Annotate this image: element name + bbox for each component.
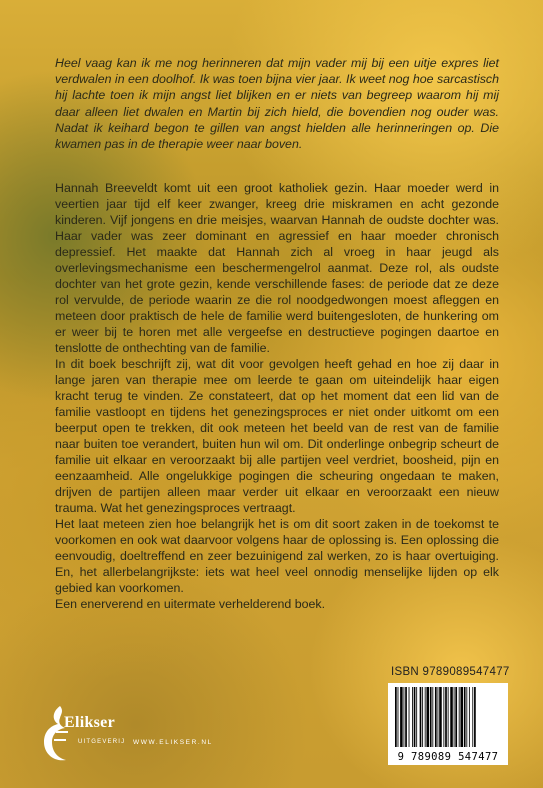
publisher-logo xyxy=(38,702,126,772)
blurb-paragraph-2: In dit boek beschrijft zij, wat dit voor gevolgen heeft gehad en hoe zij daar in lange jaren van therapie mee om leerde te gaan om uiteindelijk haar eigen kracht terug te vinden. Ze constateert, dat op het moment dat een lid van de familie vastloopt en tijdens het genezingsproces er niet onder uitkomt om een beerput open te trekken, dit ook meteen het beeld van de rest van de familie naar buiten toe verandert, buiten hun wil om. Dit onderlinge onbegrip scheurt de familie uit elkaar en veroorzaakt bij alle partijen veel verdriet, boosheid, pijn en eenzaamheid. Alle ongelukkige pogingen die scheuring ongedaan te maken, drijven de partijen alleen maar verder uit elkaar en veroorzaakt een nieuw trauma. Wat het genezingsproces vertraagt. xyxy=(55,357,499,515)
barcode-bar xyxy=(395,687,397,747)
barcode xyxy=(388,683,508,765)
barcode-bar xyxy=(469,687,470,747)
barcode-bar xyxy=(474,687,476,747)
barcode-bar xyxy=(404,687,405,747)
barcode-number: 9 789089 547477 xyxy=(397,751,499,763)
blurb-paragraph-1: Hannah Breeveldt komt uit een groot katholiek gezin. Haar moeder werd in veertien jaar tijd elf keer zwanger, kreeg drie miskramen en acht gezonde kinderen. Vijf jongens en drie meisjes, waarvan Hannah de oudste dochter was. Haar vader was zeer dominant en agressief en haar moeder chronisch depressief. Het maakte dat Hannah zich al vroeg in haar jeugd als overlevingsmechanisme een beschermengelrol aanmat. Deze rol, als oudste dochter van het grote gezin, kende verschillende fases: de periode dat ze deze rol vervulde, de periode waarin ze die rol noodgedwongen moest afleggen en meteen door praktisch de hele de familie werd buitengesloten, de hunkering om er weer bij te horen met alle vergeefse en destructieve pogingen daartoe en tenslotte de onthechting van de familie. xyxy=(55,181,499,355)
barcode-bar xyxy=(420,687,422,747)
barcode-bar xyxy=(412,687,413,747)
barcode-bar xyxy=(454,687,455,747)
barcode-bar xyxy=(432,687,433,747)
barcode-bar xyxy=(450,687,453,747)
blurb xyxy=(55,180,499,612)
barcode-bar xyxy=(445,687,447,747)
barcode-bar xyxy=(438,687,439,747)
barcode-bar xyxy=(455,687,457,747)
barcode-bar xyxy=(426,687,429,747)
isbn-label: ISBN 9789089547477 xyxy=(391,666,510,678)
barcode-bar xyxy=(430,687,432,747)
stylized-e-flame-icon xyxy=(38,702,78,764)
barcode-bars xyxy=(393,687,503,747)
barcode-bar xyxy=(409,687,410,747)
barcode-bar xyxy=(448,687,449,747)
barcode-bar xyxy=(439,687,442,747)
barcode-bar xyxy=(459,687,460,747)
barcode-bar xyxy=(472,687,473,747)
barcode-bar xyxy=(464,687,466,747)
barcode-bar xyxy=(443,687,444,747)
barcode-bar xyxy=(400,687,403,747)
blurb-paragraph-4: Een enerverend en uitermate verhelderend boek. xyxy=(55,597,326,611)
barcode-bar xyxy=(422,687,423,747)
barcode-bar xyxy=(425,687,426,747)
barcode-bar xyxy=(435,687,437,747)
publisher-name: Elikser xyxy=(64,714,115,731)
blurb-paragraph-3: Het laat meteen zien hoe belangrijk het is om dit soort zaken in de toekomst te voorkomen en ook wat daarvoor volgens haar de oplossing is. Een oplossing die eenvoudig, doeltreffend en zeer bezuinigend zal werken, zo is haar overtuiging. En, het allerbelangrijkste: iets wat heel veel onnodig menselijke lijden op elk gebied kan voorkomen. xyxy=(55,517,499,595)
barcode-bar xyxy=(398,687,399,747)
barcode-bar xyxy=(414,687,416,747)
publisher-subtitle: UITGEVERIJ xyxy=(78,739,126,745)
barcode-bar xyxy=(466,687,467,747)
intro-quote: Heel vaag kan ik me nog herinneren dat mijn vader mij bij een uitje expres liet verdwalen in een doolhof. Ik was toen bijna vier jaar. Ik weet nog hoe sarcastisch hij lachte toen ik mijn angst liet blijken en er niets van begreep waarom hij mij daar alleen liet dwalen en Martin bij zich hield, die bovendien nog ouder was. Nadat ik keihard begon te gillen van angst hielden alle herinneringen op. Die kwamen pas in de therapie weer naar boven. xyxy=(55,56,499,152)
barcode-bar xyxy=(405,687,407,747)
publisher-website: WWW.ELIKSER.NL xyxy=(133,739,213,746)
barcode-bar xyxy=(416,687,417,747)
barcode-bar xyxy=(460,687,463,747)
